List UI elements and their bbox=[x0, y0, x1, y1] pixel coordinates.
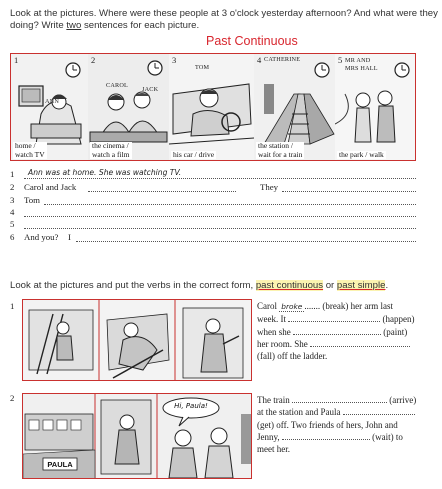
picture-strip-1 bbox=[10, 53, 416, 161]
item-1-drawing bbox=[23, 300, 252, 381]
instruction-text: doing? Write bbox=[10, 20, 67, 31]
instruction-text: or bbox=[323, 280, 337, 291]
speech-bubble-text: Hi, Paula! bbox=[174, 402, 208, 410]
text: week. It bbox=[257, 314, 286, 325]
instruction-line-2 bbox=[10, 20, 440, 32]
line-prefix: I bbox=[68, 232, 71, 242]
caption-line: watch a film bbox=[92, 149, 130, 159]
panel-2 bbox=[88, 54, 169, 160]
item-1-line bbox=[257, 326, 439, 338]
line-text: Carol and Jack bbox=[24, 182, 77, 192]
answer-field[interactable] bbox=[282, 191, 416, 192]
panel-name: CATHERINE bbox=[264, 56, 301, 63]
line-number: 6 bbox=[10, 232, 15, 242]
item-2-line: meet her. bbox=[257, 444, 290, 455]
item-2-line bbox=[257, 394, 439, 406]
answer-field[interactable] bbox=[288, 314, 380, 322]
panel-number: 4 bbox=[257, 55, 262, 65]
answer-field[interactable] bbox=[44, 204, 416, 205]
panel-number: 5 bbox=[338, 55, 343, 65]
instruction-line-1: Look at the pictures. Where were these people at 3 o'clock yesterday afternoon? And what were they bbox=[10, 8, 438, 19]
line-text: Tom bbox=[24, 195, 40, 205]
answer-field[interactable] bbox=[24, 228, 416, 229]
answer-line-1 bbox=[10, 169, 416, 180]
answer-field[interactable] bbox=[24, 216, 416, 217]
exercise2-instruction bbox=[10, 280, 440, 292]
item-2-number: 2 bbox=[10, 393, 15, 403]
text: her room. She bbox=[257, 338, 308, 349]
line-mid-text: They bbox=[260, 182, 279, 192]
text: (break) her arm last bbox=[322, 301, 394, 311]
instruction-two: two bbox=[66, 20, 82, 31]
paula-sign-text: PAULA bbox=[47, 460, 73, 469]
answer-line-4 bbox=[10, 207, 416, 218]
answer-field[interactable] bbox=[282, 432, 370, 440]
text: at the station and Paula bbox=[257, 407, 341, 418]
answer-field[interactable] bbox=[293, 327, 381, 335]
text: (paint) bbox=[383, 326, 408, 337]
caption-line: wait for a train bbox=[258, 149, 303, 159]
answer-line-2 bbox=[10, 182, 416, 193]
line-number: 4 bbox=[10, 207, 15, 217]
instruction-text: Look at the pictures and put the verbs in the correct form, bbox=[10, 280, 256, 291]
item-1-line bbox=[257, 313, 439, 325]
panel-name: CAROL bbox=[106, 82, 128, 89]
caption-line: home / bbox=[15, 141, 36, 150]
answer-line-3 bbox=[10, 195, 416, 206]
answer-field[interactable] bbox=[292, 395, 387, 403]
panel-name: MR AND bbox=[345, 57, 371, 64]
line-text: And you? bbox=[24, 232, 59, 242]
panel-name: ANN bbox=[45, 98, 60, 105]
panel-3-drawing bbox=[169, 54, 254, 160]
panel-5 bbox=[335, 54, 415, 160]
caption-line: his car / drive bbox=[173, 149, 215, 159]
line-number: 5 bbox=[10, 219, 15, 229]
text: (happen) bbox=[382, 314, 415, 325]
instruction-text: sentences for each picture. bbox=[81, 20, 200, 31]
caption-line: the station / bbox=[258, 141, 293, 150]
example-answer: Ann was at home. She was watching TV. bbox=[28, 168, 182, 177]
item-2-line bbox=[257, 431, 439, 443]
picture-strip-2 bbox=[22, 299, 252, 381]
text: (arrive) bbox=[389, 395, 417, 405]
item-1-line: Carol broke ....... (break) her arm last bbox=[257, 301, 394, 311]
line-number: 1 bbox=[10, 169, 15, 179]
item-1-example-answer: broke bbox=[281, 302, 303, 311]
panel-caption bbox=[171, 151, 216, 160]
item-1-text bbox=[257, 300, 439, 362]
item-1-number: 1 bbox=[10, 301, 15, 311]
panel-caption bbox=[90, 142, 132, 159]
line-number: 2 bbox=[10, 182, 15, 192]
answer-field[interactable] bbox=[88, 191, 236, 192]
instruction-text: . bbox=[385, 280, 389, 291]
panel-4 bbox=[254, 54, 335, 160]
answer-field[interactable] bbox=[24, 178, 416, 179]
picture-strip-3 bbox=[22, 393, 252, 479]
answer-field[interactable] bbox=[76, 241, 416, 242]
panel-1 bbox=[11, 54, 88, 160]
exercise1-instruction bbox=[10, 8, 440, 32]
panel-name: TOM bbox=[195, 64, 210, 71]
highlight-past-continuous: past continuous bbox=[255, 280, 324, 291]
panel-caption bbox=[337, 151, 386, 160]
highlight-past-simple: past simple bbox=[336, 280, 386, 291]
panel-name: JACK bbox=[142, 86, 159, 93]
item-2-line bbox=[257, 406, 439, 418]
item-1-line bbox=[257, 338, 439, 350]
panel-name: MRS HALL bbox=[345, 65, 378, 72]
panel-3 bbox=[169, 54, 254, 160]
caption-line: the cinema / bbox=[92, 141, 129, 150]
item-2-line: (get) off. Two friends of hers, John and bbox=[257, 419, 398, 430]
panel-caption bbox=[13, 142, 47, 159]
caption-line: the park / walk bbox=[339, 149, 384, 159]
panel-number: 1 bbox=[14, 55, 19, 65]
text: Jenny, bbox=[257, 431, 280, 442]
item-2-text bbox=[257, 394, 439, 455]
panel-number: 2 bbox=[91, 55, 96, 65]
item-1-line: (fall) off the ladder. bbox=[257, 351, 328, 362]
heading-past-continuous: Past Continuous bbox=[206, 34, 298, 48]
answer-field[interactable] bbox=[343, 407, 415, 415]
answer-line-6 bbox=[10, 232, 416, 243]
answer-line-5 bbox=[10, 219, 416, 230]
line-number: 3 bbox=[10, 195, 15, 205]
text: (wait) to bbox=[372, 431, 403, 442]
answer-field[interactable] bbox=[310, 339, 410, 347]
panel-caption bbox=[256, 142, 304, 159]
text: when she bbox=[257, 326, 291, 337]
panel-number: 3 bbox=[172, 55, 177, 65]
caption-line: watch TV bbox=[15, 149, 45, 159]
text: Carol bbox=[257, 301, 277, 311]
text: The train bbox=[257, 395, 290, 405]
